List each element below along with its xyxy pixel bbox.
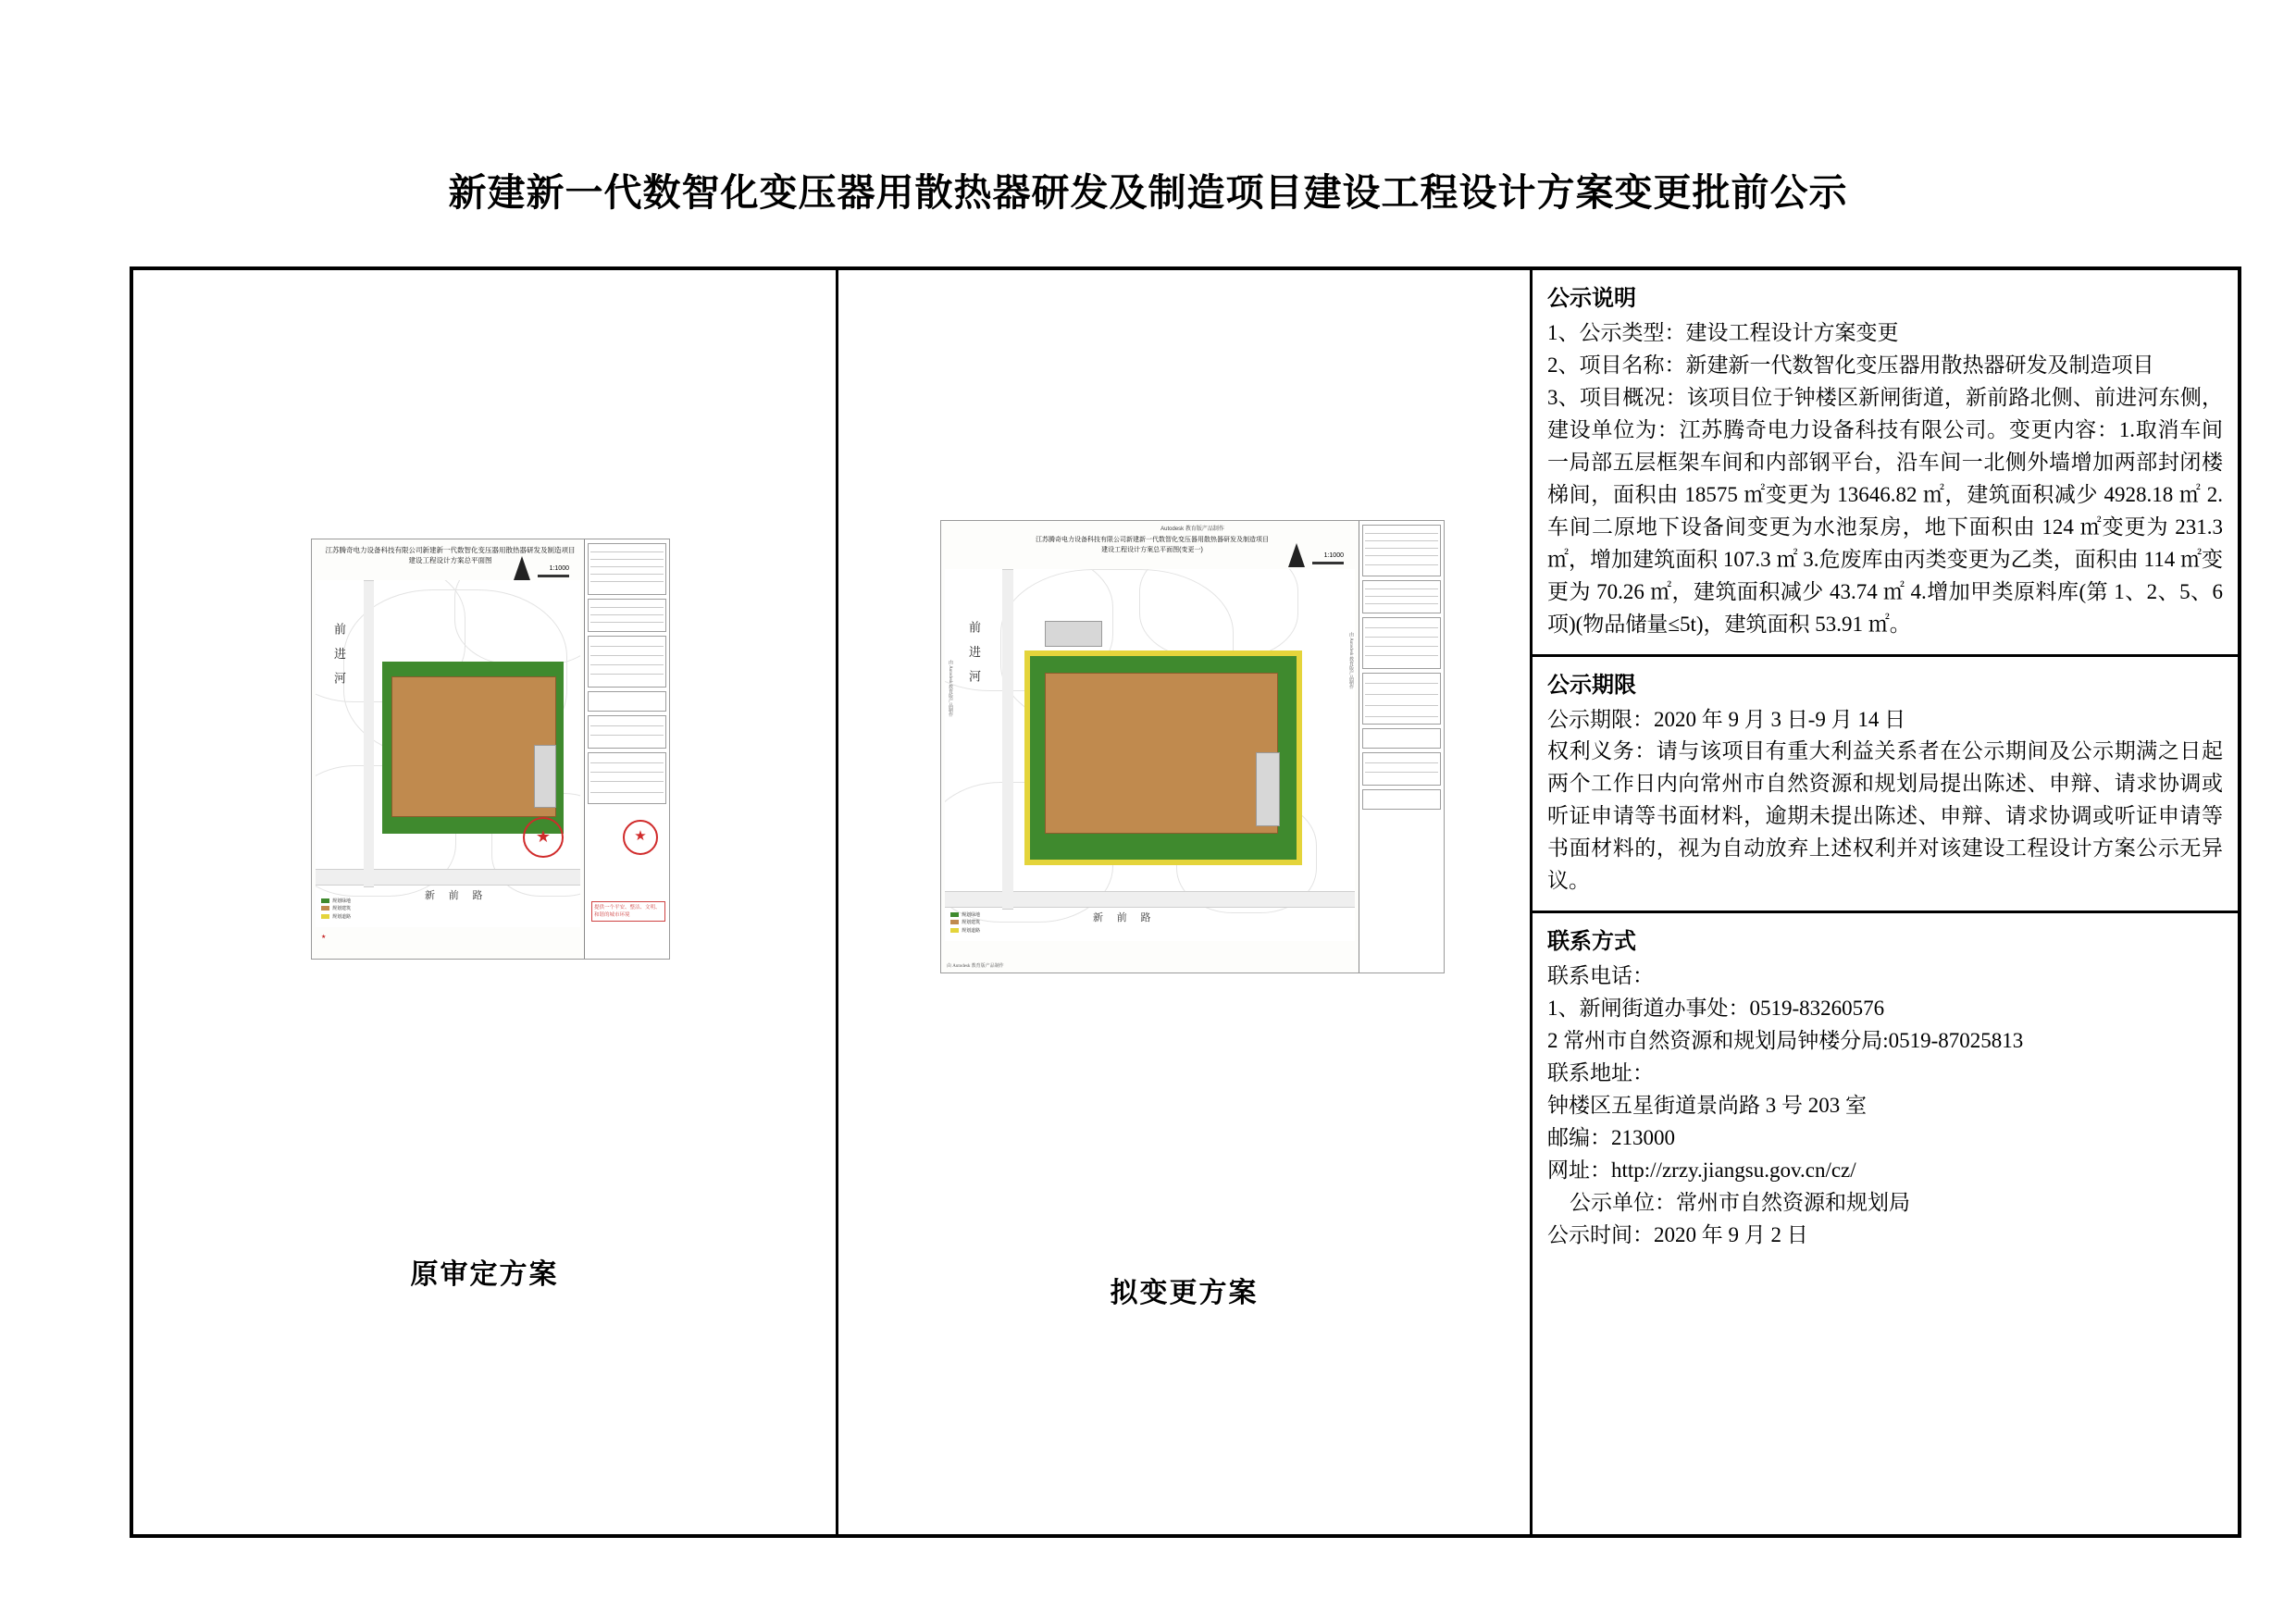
red-seal-icon: ★	[523, 817, 564, 858]
notice-section	[1533, 270, 2238, 657]
content-frame	[130, 266, 2241, 1538]
road-south	[316, 869, 580, 886]
page-title: 新建新一代数智化变压器用散热器研发及制造项目建设工程设计方案变更批前公示	[448, 171, 1848, 214]
info-box	[588, 636, 666, 688]
map-legend	[321, 898, 351, 923]
info-box	[588, 691, 666, 712]
contact-phone-label: 联系电话：	[1547, 964, 1654, 988]
drawing-title-line2: 建设工程设计方案总平面图(变更一)	[1101, 546, 1203, 553]
original-scheme-panel	[133, 270, 838, 1534]
north-arrow-icon	[1288, 541, 1344, 573]
river-label: 前 进 河	[967, 621, 981, 688]
info-box	[1362, 580, 1441, 613]
autodesk-watermark: Autodesk 教育版产品制作	[1160, 527, 1224, 532]
info-box	[1362, 789, 1441, 810]
legend-item: 规划道路	[950, 928, 980, 936]
period-rights: 权利义务：请与该项目有重大利益关系者在公示期间及公示期满之日起两个工作日内向常州市自然资源和规划局提出陈述、申辩、请求协调或听证申请等书面材料，逾期未提出陈述、申辩、请求协调或听证申请等书面材料的，视为自动放弃上述权利并对该建设工程设计方案公示无异议。	[1547, 739, 2223, 893]
drawing-title-line1: 江苏腾奇电力设备科技有限公司新建新一代数智化变压器用散热器研发及制造项目	[1036, 537, 1269, 543]
secondary-building	[534, 745, 556, 808]
period-dates: 公示期限：2020 年 9 月 3 日-9 月 14 日	[1547, 707, 1906, 731]
changed-scheme-caption: 拟变更方案	[1110, 1278, 1259, 1308]
info-box	[1362, 728, 1441, 749]
info-box	[1362, 525, 1441, 576]
main-building	[391, 676, 556, 817]
contact-section	[1533, 913, 2238, 1265]
site-map-original	[316, 580, 580, 927]
changed-scheme-drawing	[940, 520, 1445, 973]
red-seal-icon: ★	[623, 820, 658, 855]
scale-bar	[538, 575, 569, 577]
main-building	[1045, 673, 1278, 834]
info-box	[588, 715, 666, 749]
secondary-building	[1256, 752, 1280, 826]
scale-bar	[1312, 562, 1344, 564]
period-heading: 公示期限	[1547, 672, 1636, 698]
info-box	[1362, 673, 1441, 725]
publish-date: 公示时间：2020 年 9 月 2 日	[1547, 1222, 1808, 1246]
info-box	[1362, 617, 1441, 669]
seal-date-text: ★	[321, 935, 327, 940]
contact-heading: 联系方式	[1547, 929, 1636, 955]
notice-column	[1533, 270, 2238, 1534]
autodesk-side-note-right: 由 Autodesk 教育版产品制作	[1348, 632, 1353, 689]
info-box	[588, 543, 666, 595]
river-west	[1002, 569, 1013, 910]
legend-item: 规划绿地	[950, 912, 980, 921]
aux-building	[1045, 621, 1102, 647]
road-label: 新 前 路	[425, 890, 489, 901]
autodesk-side-note-left: 由 Autodesk 教育版产品制作	[948, 660, 952, 717]
publisher: 公示单位：常州市自然资源和规划局	[1570, 1190, 1910, 1214]
drawing-info-sidebar	[1359, 521, 1444, 973]
contact-postcode: 邮编：213000	[1547, 1126, 1675, 1150]
scale-label: 1:1000	[1323, 552, 1344, 559]
scale-label: 1:1000	[549, 565, 569, 572]
notice-item-project-name: 2、项目名称：新建新一代数智化变压器用散热器研发及制造项目	[1547, 353, 2154, 377]
road-label: 新 前 路	[1093, 912, 1157, 923]
site-map-changed	[945, 569, 1355, 941]
legend-item: 规划道路	[321, 914, 351, 923]
river-west	[364, 580, 374, 887]
map-legend	[950, 912, 980, 936]
river-label: 前 进 河	[332, 623, 346, 689]
contact-website: 网址：http://zrzy.jiangsu.gov.cn/cz/	[1547, 1158, 1856, 1182]
contact-address-label: 联系地址：	[1547, 1061, 1654, 1085]
contact-address: 钟楼区五星街道景尚路 3 号 203 室	[1547, 1094, 1867, 1118]
drawing-title-line1: 江苏腾奇电力设备科技有限公司新建新一代数智化变压器用散热器研发及制造项目	[325, 546, 576, 554]
info-box	[1362, 752, 1441, 786]
info-box	[588, 599, 666, 632]
legend-item: 规划建筑	[321, 906, 351, 914]
original-scheme-drawing	[311, 539, 670, 960]
legend-item: 规划建筑	[950, 920, 980, 928]
seal-note: 提供一个平安、整洁、文明、和谐的城市环境	[591, 901, 665, 923]
drawing-info-sidebar	[584, 539, 669, 959]
contact-phone-1: 1、新闸街道办事处：0519-83260576	[1547, 997, 1885, 1021]
notice-item-overview: 3、项目概况：该项目位于钟楼区新闸街道，新前路北侧、前进河东侧，建设单位为：江苏腾奇电力设备科技有限公司。变更内容：1.取消车间一局部五层框架车间和内部钢平台，沿车间一北侧外墙增加两部封闭楼梯间，面积由 18575 ㎡变更为 13646.82 ㎡，建筑面积减少 4928.18 ㎡ 2.车间二原地下设备间变更为水池泵房，地下面积由 124 ㎡变更为 231.3 ㎡，增加建筑面积 107.3 ㎡ 3.危废库由丙类变更为乙类，面积由 114 ㎡变更为 70.26 ㎡，建筑面积减少 43.74 ㎡ 4.增加甲类原料库(第 1、2、5、6 项)(物品储量≤5t)，建筑面积 53.91 ㎡。	[1547, 385, 2223, 636]
legend-item: 规划绿地	[321, 898, 351, 907]
notice-heading: 公示说明	[1547, 286, 1636, 311]
changed-scheme-panel	[838, 270, 1533, 1534]
original-scheme-caption: 原审定方案	[410, 1259, 559, 1290]
contact-phone-2: 2 常州市自然资源和规划局钟楼分局:0519-87025813	[1547, 1029, 2024, 1053]
drawing-title-line2: 建设工程设计方案总平面图	[408, 556, 492, 565]
notice-item-type: 1、公示类型：建设工程设计方案变更	[1547, 321, 1899, 344]
info-box	[588, 752, 666, 804]
period-section	[1533, 657, 2238, 914]
autodesk-footer-note: 由 Autodesk 教育版产品制作	[947, 964, 1004, 969]
